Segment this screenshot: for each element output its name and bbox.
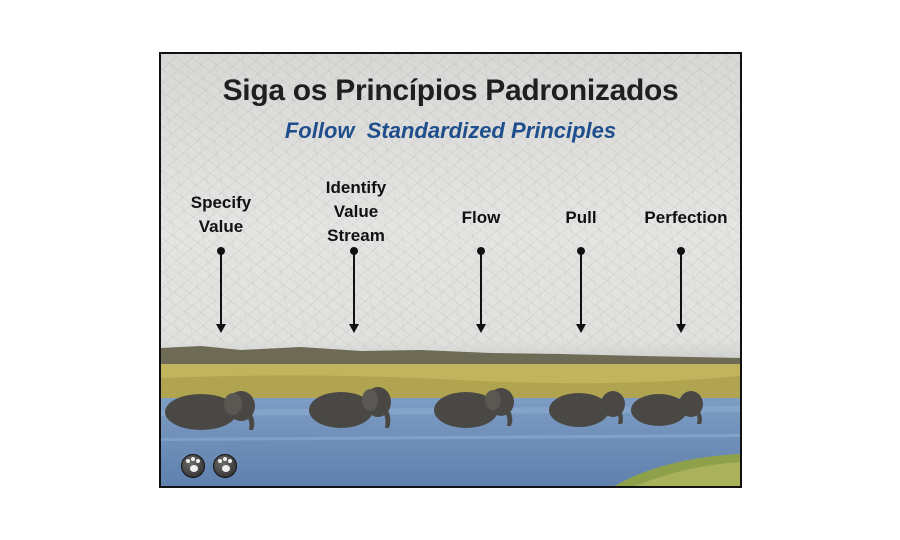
slide-subtitle: Follow Standardized Principles [284,118,617,143]
arrow-down-icon [353,251,355,325]
arrow-down-icon [480,251,482,325]
arrow-down-icon [680,251,682,325]
paw-icon [213,454,237,478]
arrow-down-icon [220,251,222,325]
principle-pull: Pull [565,208,597,227]
slide-title: Siga os Princípios Padronizados [222,74,679,107]
slide [159,52,742,488]
principle-perfection: Perfection [644,208,728,227]
principle-specify-value: Specify Value [190,193,252,236]
arrow-down-icon [580,251,582,325]
elephants-river-photo [161,338,740,488]
paw-icon [181,454,205,478]
principle-flow: Flow [461,208,501,227]
principle-identify-value-stream: Identify Value Stream [325,178,387,245]
